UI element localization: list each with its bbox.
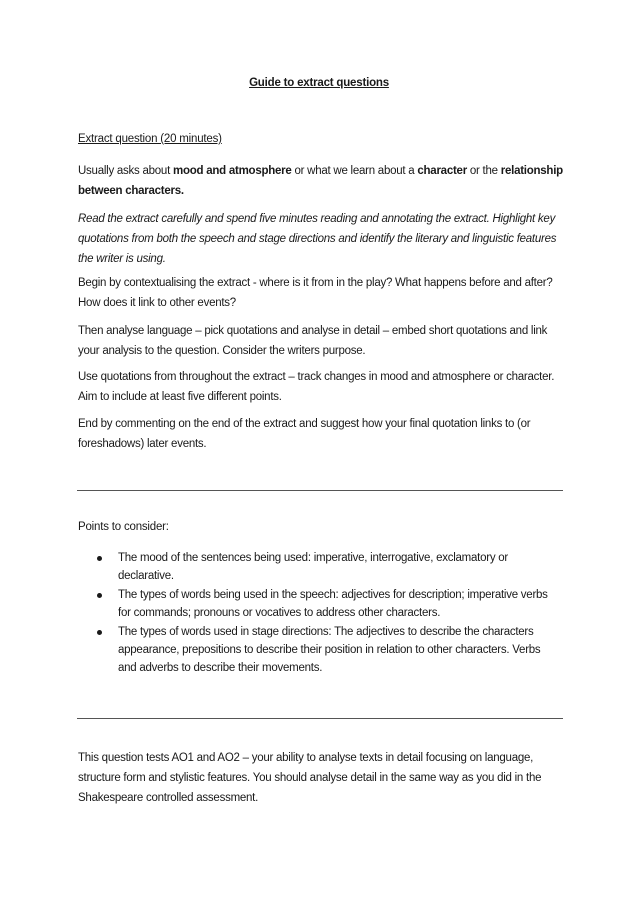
- bullet-icon: [97, 593, 102, 598]
- bullet-icon: [97, 556, 102, 561]
- list-item: [78, 549, 558, 585]
- paragraph-use-quotations: Use quotations from throughout the extract – track changes in mood and atmosphere or character. Aim to include at least five different points.: [78, 371, 555, 403]
- points-list: [78, 549, 558, 678]
- italic-instruction: Read the extract carefully and spend five minutes reading and annotating the extract. Highlight key quotations from both the speech and stage directions and identify the literary and linguistic features the writer is using.: [78, 213, 557, 265]
- intro-text-1: Usually asks about: [78, 165, 173, 177]
- paragraph-ending: End by commenting on the end of the extract and suggest how your final quotation links to (or foreshadows) later events.: [78, 418, 531, 450]
- bullet-text: The types of words used in stage directions: The adjectives to describe the characters appearance, prepositions to describe their position in relation to other characters. Verbs and adverbs to describe their movements.: [118, 626, 541, 674]
- intro-bold-mood: mood and atmosphere: [172, 165, 292, 177]
- page-title: Guide to extract questions: [249, 77, 389, 89]
- intro-paragraph: [78, 161, 568, 201]
- intro-bold-relationship: relationship between characters.: [78, 165, 563, 197]
- intro-text-3: or the: [466, 165, 501, 177]
- list-item: [78, 623, 558, 677]
- paragraph-contextualise: Begin by contextualising the extract - where is it from in the play? What happens before and after? How does it link to other events?: [78, 277, 553, 309]
- points-heading: Points to consider:: [78, 521, 169, 533]
- intro-text-2: or what we learn about a: [291, 165, 418, 177]
- divider-line: [77, 718, 563, 719]
- intro-bold-character: character: [417, 165, 467, 177]
- paragraph-analyse-language: Then analyse language – pick quotations and analyse in detail – embed short quotations and link your analysis to the question. Consider the writers purpose.: [78, 325, 548, 357]
- divider-line: [77, 490, 563, 491]
- bullet-text: The mood of the sentences being used: imperative, interrogative, exclamatory or declarative.: [118, 552, 508, 582]
- section-heading: Extract question (20 minutes): [78, 133, 222, 145]
- closing-paragraph: This question tests AO1 and AO2 – your ability to analyse texts in detail focusing on language, structure form and stylistic features. You should analyse detail in the same way as you did in the Shakespeare controlled assessment.: [78, 752, 542, 804]
- bullet-icon: [97, 630, 102, 635]
- list-item: [78, 586, 558, 622]
- bullet-text: The types of words being used in the speech: adjectives for description; imperative verbs for commands; pronouns or vocatives to address other characters.: [118, 589, 548, 619]
